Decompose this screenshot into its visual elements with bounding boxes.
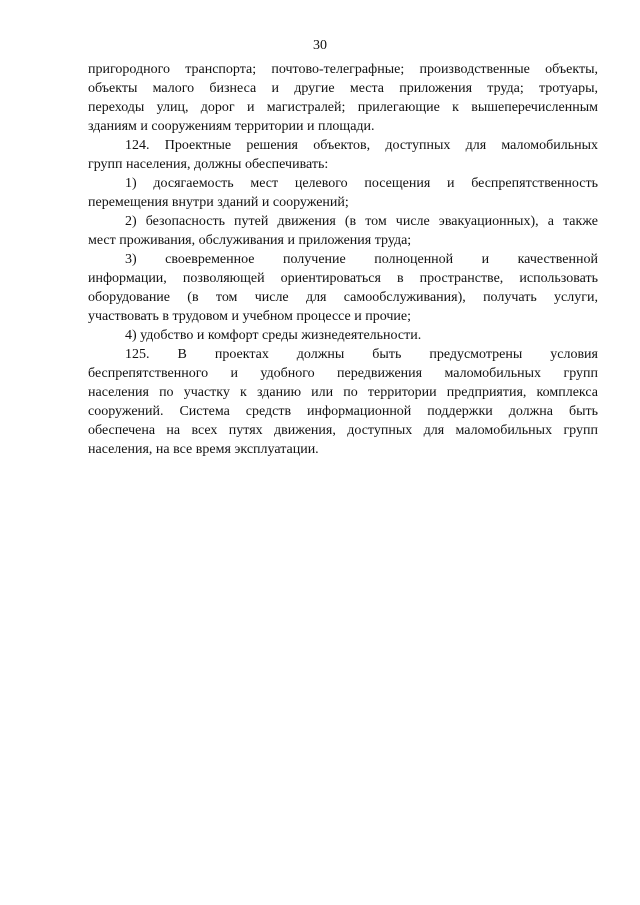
- page-number: 30: [313, 38, 327, 53]
- text-line: мест проживания, обслуживания и приложения труда;: [88, 233, 412, 248]
- text-line: информации, позволяющей ориентироваться в пространстве, использовать: [88, 271, 598, 286]
- paragraph-124: [88, 136, 598, 174]
- list-item-4: [88, 326, 598, 345]
- paragraph-continuation: [88, 60, 598, 136]
- text-line: зданиям и сооружениям территории и площади.: [88, 119, 375, 134]
- list-item-3: [88, 250, 598, 326]
- text-line: объекты малого бизнеса и другие места приложения труда; тротуары,: [88, 81, 598, 96]
- list-item-1: [88, 174, 598, 212]
- text-line: 1) досягаемость мест целевого посещения и беспрепятственность: [125, 176, 598, 191]
- text-line: оборудование (в том числе для самообслуживания), получать услуги,: [88, 290, 598, 305]
- text-line: обеспечена на всех путях движения, доступных для маломобильных групп: [88, 423, 598, 438]
- text-line: 125. В проектах должны быть предусмотрены условия: [125, 347, 598, 362]
- text-line: 3) своевременное получение полноценной и качественной: [125, 252, 598, 267]
- text-line: населения, на все время эксплуатации.: [88, 442, 319, 457]
- text-line: населения по участку к зданию или по территории предприятия, комплекса: [88, 385, 598, 400]
- text-line: участвовать в трудовом и учебном процессе и прочие;: [88, 309, 412, 324]
- text-line: групп населения, должны обеспечивать:: [88, 157, 329, 172]
- document-body: [88, 60, 598, 459]
- text-line: пригородного транспорта; почтово-телеграфные; производственные объекты,: [88, 62, 598, 77]
- text-line: переходы улиц, дорог и магистралей; прилегающие к вышеперечисленным: [88, 100, 598, 115]
- paragraph-125: [88, 345, 598, 459]
- text-line: 2) безопасность путей движения (в том числе эвакуационных), а также: [125, 214, 598, 229]
- text-line: сооружений. Система средств информационной поддержки должна быть: [88, 404, 598, 419]
- text-line: беспрепятственного и удобного передвижения маломобильных групп: [88, 366, 598, 381]
- text-line: 4) удобство и комфорт среды жизнедеятельности.: [125, 328, 422, 343]
- text-line: 124. Проектные решения объектов, доступных для маломобильных: [125, 138, 598, 153]
- text-line: перемещения внутри зданий и сооружений;: [88, 195, 349, 210]
- list-item-2: [88, 212, 598, 250]
